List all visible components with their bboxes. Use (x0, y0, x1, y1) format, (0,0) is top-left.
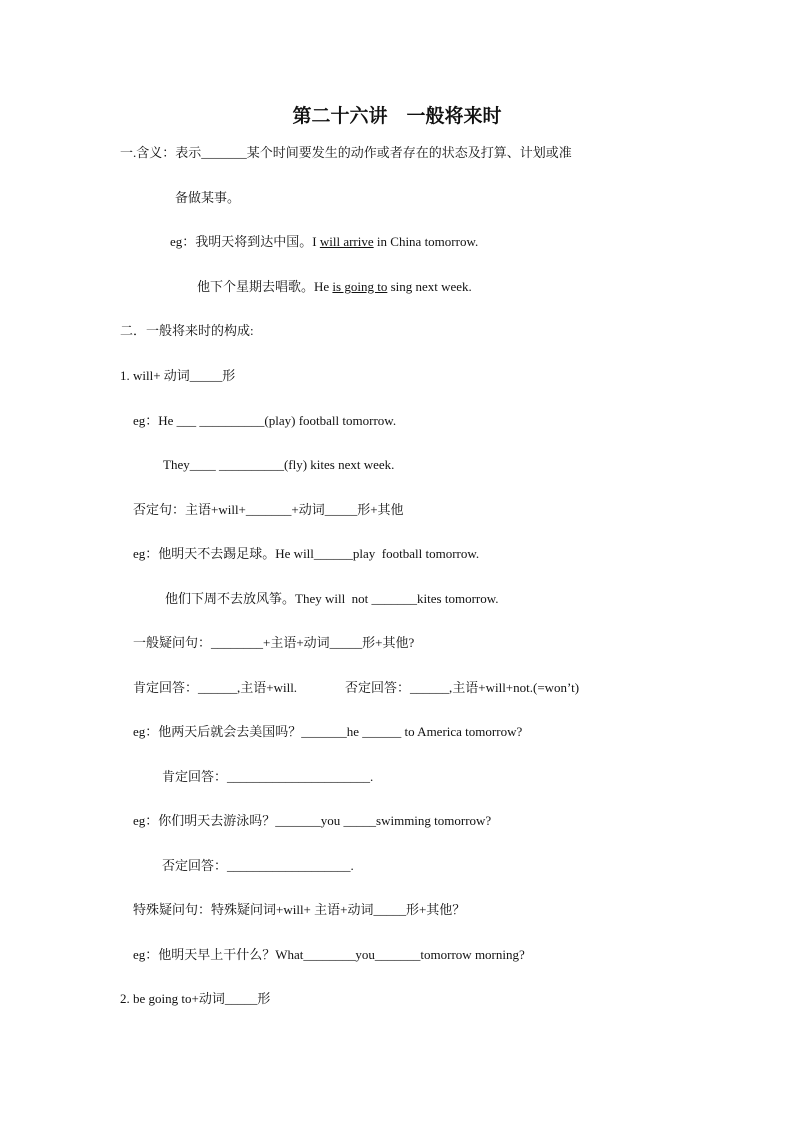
definition-example-1 (170, 233, 478, 251)
wh-question-rule: 特殊疑问句：特殊疑问词+will+ 主语+动词_____形+其他？ (133, 902, 466, 917)
example-text: sing next week. (387, 279, 472, 294)
question-example-2-answer: 否定回答：___________________. (162, 858, 354, 873)
question-example-1-answer: 肯定回答：______________________. (162, 769, 374, 784)
lesson-title: 第二十六讲 一般将来时 (292, 106, 502, 127)
will-form-heading: 1. will+ 动词_____形 (120, 368, 236, 383)
question-example-2: eg：你们明天去游泳吗？_______you _____swimming tomorrow? (133, 813, 492, 828)
example-text: 他下个星期去唱歌。He (197, 279, 333, 294)
example-text: eg：我明天将到达中国。I (170, 234, 320, 249)
negative-example-1: eg：他明天不去踢足球。He will______play football tomorrow. (133, 546, 480, 561)
will-form-example-1: eg：He ___ __________(play) football tomorrow. (133, 413, 397, 428)
definition-example-2 (197, 278, 472, 296)
will-form-example-2: They____ __________(fly) kites next week. (163, 457, 395, 472)
question-rule: 一般疑问句：________+主语+动词_____形+其他? (133, 635, 415, 650)
definition-line: 一.含义：表示_______某个时间要发生的动作或者存在的状态及打算、计划或准 (120, 145, 572, 160)
question-example-1: eg：他两天后就会去美国吗？_______he ______ to America tomorrow? (133, 724, 523, 739)
example-text: in China tomorrow. (373, 234, 479, 249)
be-going-to-heading: 2. be going to+动词_____形 (120, 991, 271, 1006)
definition-continuation: 备做某事。 (175, 190, 241, 205)
negative-answer-rule: 否定回答：______,主语+will+not.(=won’t) (345, 680, 580, 695)
underlined-verb-phrase: is going to (332, 279, 388, 294)
section-2-heading: 二．一般将来时的构成: (120, 323, 254, 338)
wh-question-example: eg：他明天早上干什么？What________you_______tomorrow morning? (133, 947, 525, 962)
underlined-verb-phrase: will arrive (319, 234, 374, 249)
negative-rule: 否定句：主语+will+_______+动词_____形+其他 (133, 502, 404, 517)
affirmative-answer-rule: 肯定回答：______,主语+will. (133, 680, 298, 695)
negative-example-2: 他们下周不去放风筝。They will not _______kites tomorrow. (165, 591, 499, 606)
